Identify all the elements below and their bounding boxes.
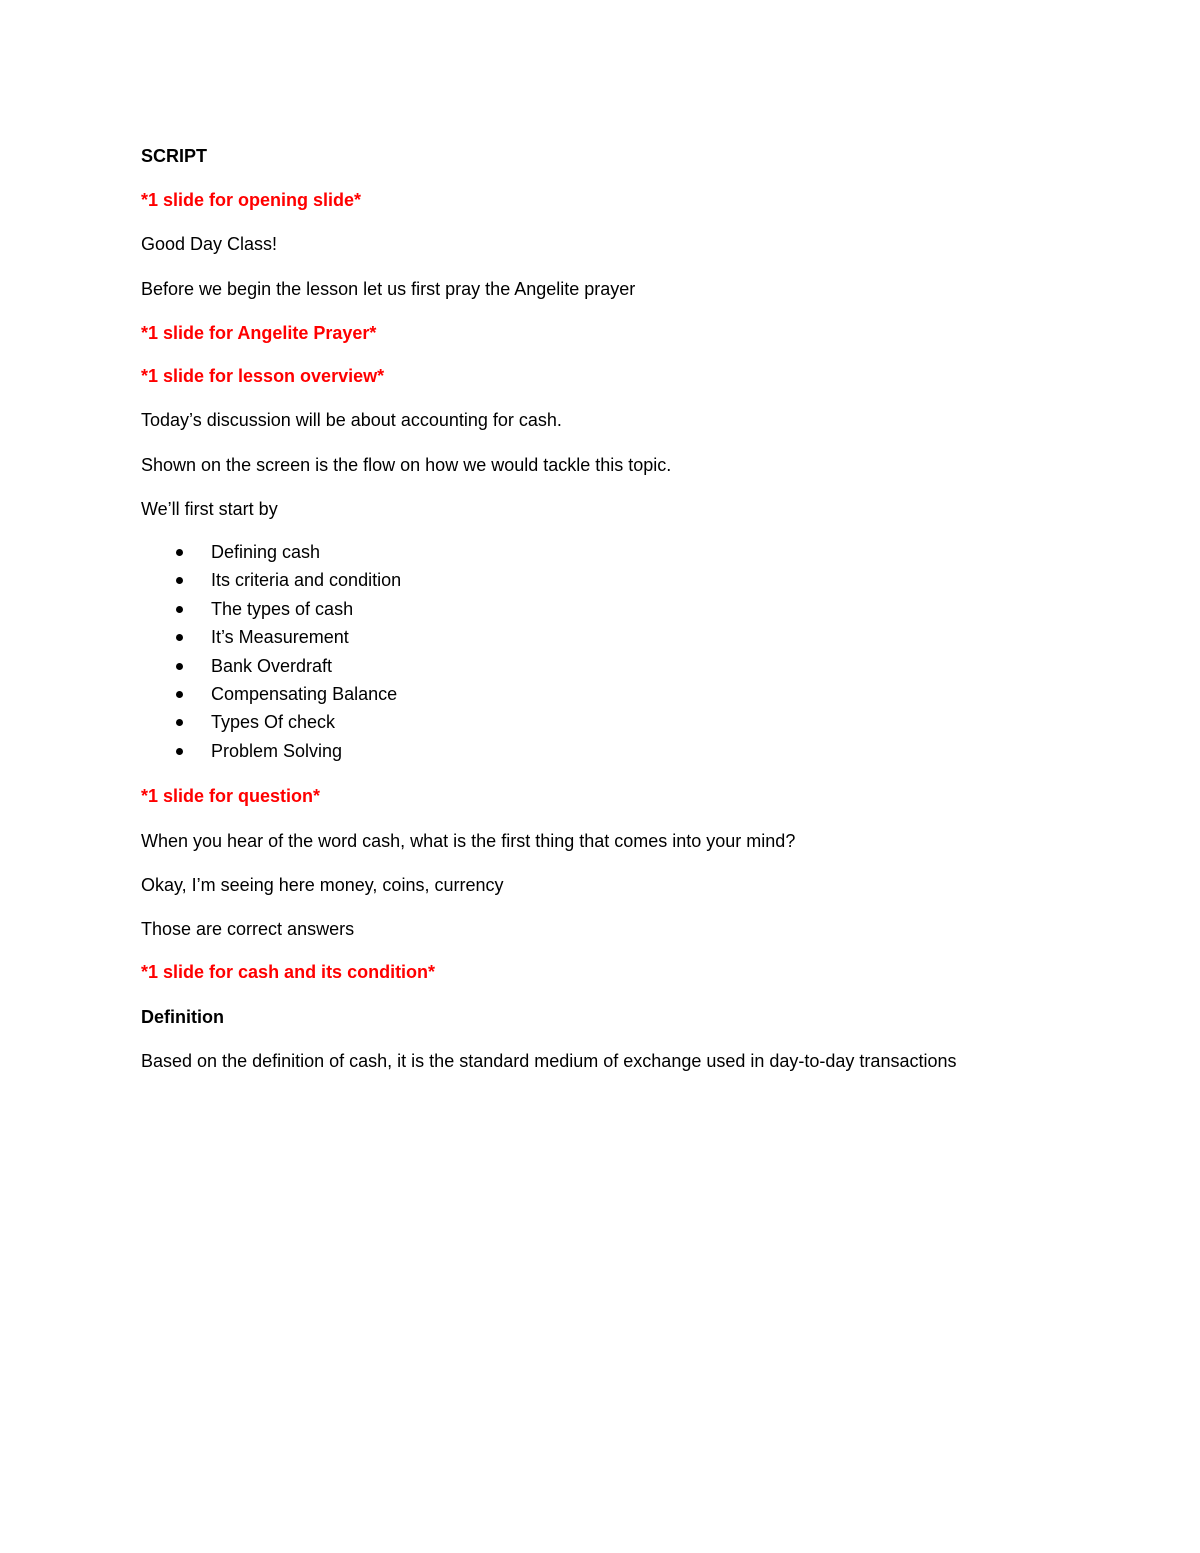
question-text: When you hear of the word cash, what is the first thing that comes into your mind? xyxy=(141,831,796,851)
list-item-text: Types Of check xyxy=(211,712,336,733)
correct-text: Those are correct answers xyxy=(141,919,355,939)
list-item-text: It’s Measurement xyxy=(211,627,349,648)
list-item-text: The types of cash xyxy=(211,598,354,619)
list-item-text: Bank Overdraft xyxy=(211,655,333,676)
list-item-text: Its criteria and condition xyxy=(211,570,402,591)
bullet-icon xyxy=(176,634,183,641)
bullet-icon xyxy=(176,748,183,755)
list-item-text: Defining cash xyxy=(211,542,321,562)
bullet-icon xyxy=(176,606,183,613)
bullet-icon xyxy=(176,549,183,556)
slide-note-cash: *1 slide for cash and its condition* xyxy=(141,962,436,982)
slide-note-prayer: *1 slide for Angelite Prayer* xyxy=(141,323,377,343)
definition-text: Based on the definition of cash, it is the standard medium of exchange used in day-to-day transactions xyxy=(141,1051,957,1071)
list-item-text: Problem Solving xyxy=(211,740,343,761)
slide-note-opening: *1 slide for opening slide* xyxy=(141,190,362,210)
list-item-text: Compensating Balance xyxy=(211,683,398,704)
slide-note-question: *1 slide for question* xyxy=(141,786,321,806)
slide-note-overview: *1 slide for lesson overview* xyxy=(141,366,385,386)
discussion-text: Today’s discussion will be about accounting for cash. xyxy=(141,410,562,430)
prayer-intro-text: Before we begin the lesson let us first pray the Angelite prayer xyxy=(141,279,636,299)
flow-text: Shown on the screen is the flow on how we would tackle this topic. xyxy=(141,455,672,475)
bullet-icon xyxy=(176,691,183,698)
document-title: SCRIPT xyxy=(141,146,208,166)
definition-heading: Definition xyxy=(141,1007,224,1027)
greeting-text: Good Day Class! xyxy=(141,234,278,254)
bullet-icon xyxy=(176,719,183,726)
bullet-icon xyxy=(176,663,183,670)
start-text: We’ll first start by xyxy=(141,499,278,519)
bullet-icon xyxy=(176,577,183,584)
answers-text: Okay, I’m seeing here money, coins, currency xyxy=(141,875,504,895)
